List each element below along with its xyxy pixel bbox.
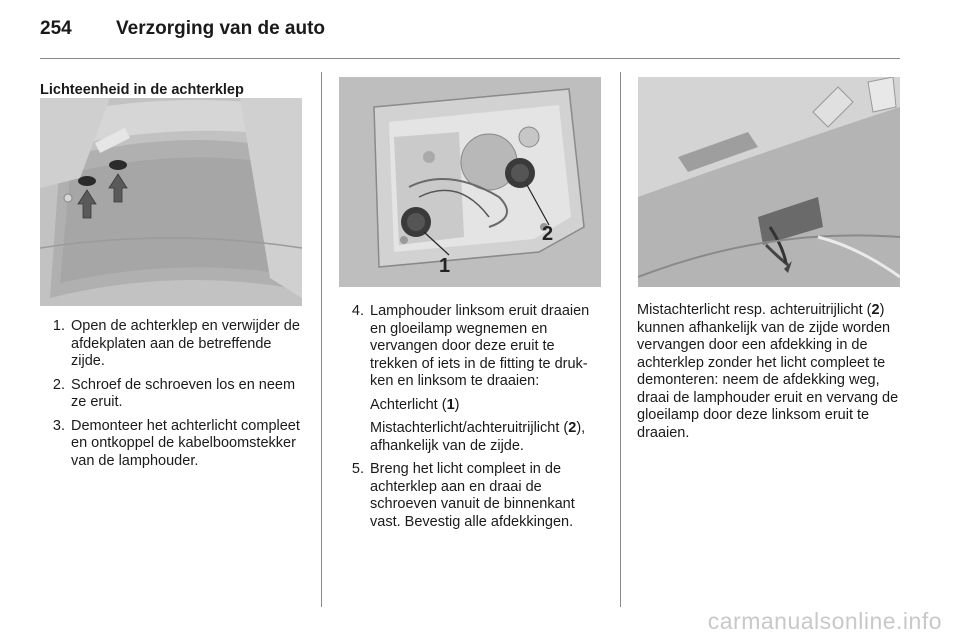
chapter-title: Verzorging van de auto: [116, 18, 326, 39]
callout-label-2: 2: [542, 223, 554, 245]
callout-label-1: 1: [439, 255, 451, 277]
fog-reverse-light-note: Mistachterlicht resp. achteruitrijlicht (2) kunnen afhankelijk van de zijde worden vervangen door een afdekking in de achterklep zonder het licht compleet te demonteren: neem de afdekking weg, draai de lamphouder eruit en vervang de gloeilamp door deze linksom eruit te draaien.: [637, 302, 899, 441]
list-item: [45, 418, 307, 471]
step-text: Lamphouder linksom eruit draaien en gloeilamp wegnemen en vervangen door deze eruit te trekken of iets in de fitting te drukken en linksom te draaien:: [370, 303, 590, 389]
step-number: 1.: [52, 318, 65, 334]
page-header: [40, 18, 900, 62]
column-divider-2: [620, 72, 621, 607]
step-number: 4.: [351, 303, 364, 319]
header-divider: [40, 58, 900, 59]
step-number: 5.: [351, 461, 364, 477]
list-item: [344, 303, 606, 455]
step-text: Open de achterklep en verwijder de afdekplaten aan de betreffende zijde.: [71, 318, 300, 369]
tailgate-cover-illustration: [40, 98, 302, 306]
step-text: Schroef de schroeven los en neem ze eruit.: [71, 376, 296, 410]
step-text: Breng het licht compleet in de achterklep aan en draai de schroeven vanuit de binnenkant vast. Bevestig alle afdekkingen.: [370, 461, 575, 530]
lamp-item-taillight: Achterlicht (1): [370, 396, 460, 413]
tailgate-access-cover-illustration: [638, 77, 900, 287]
list-item: [45, 318, 307, 371]
step-text: Demonteer het achterlicht compleet en ontkoppel de kabelboomstekker van de lamphouder.: [71, 417, 300, 469]
step-number: 2.: [52, 376, 65, 393]
page-number: 254: [40, 18, 72, 39]
column-divider-1: [321, 72, 322, 607]
lamp-item-fog-reverse: Mistachterlicht/achteruitrijlicht (2), afhankelijk van de zijde.: [370, 420, 586, 454]
section-title: Lichteenheid in de achterklep: [40, 82, 244, 98]
step-number: 3.: [52, 417, 65, 434]
watermark: carmanualsonline.info: [707, 608, 942, 634]
instruction-steps-col2: [344, 303, 606, 537]
list-item: [45, 377, 307, 412]
lamp-holder-illustration: [339, 77, 601, 287]
instruction-steps-col1: [45, 318, 307, 476]
list-item: [344, 461, 606, 531]
